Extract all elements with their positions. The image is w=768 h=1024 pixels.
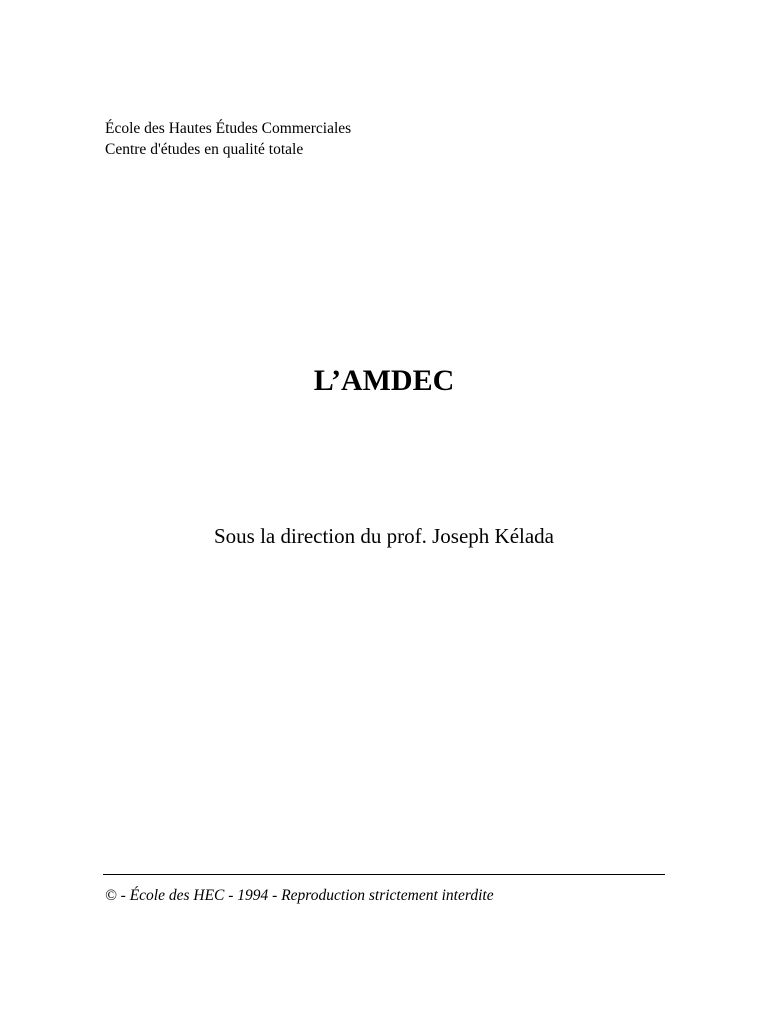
institution-header: [105, 118, 351, 160]
copyright-notice: © - École des HEC - 1994 - Reproduction strictement interdite: [105, 887, 494, 904]
footer-divider: [103, 874, 665, 875]
document-title: L’AMDEC: [313, 364, 455, 397]
institution-name: École des Hautes Études Commerciales: [105, 120, 352, 137]
center-name: Centre d'études en qualité totale: [105, 141, 304, 158]
document-subtitle: Sous la direction du prof. Joseph Kélada: [213, 524, 554, 548]
